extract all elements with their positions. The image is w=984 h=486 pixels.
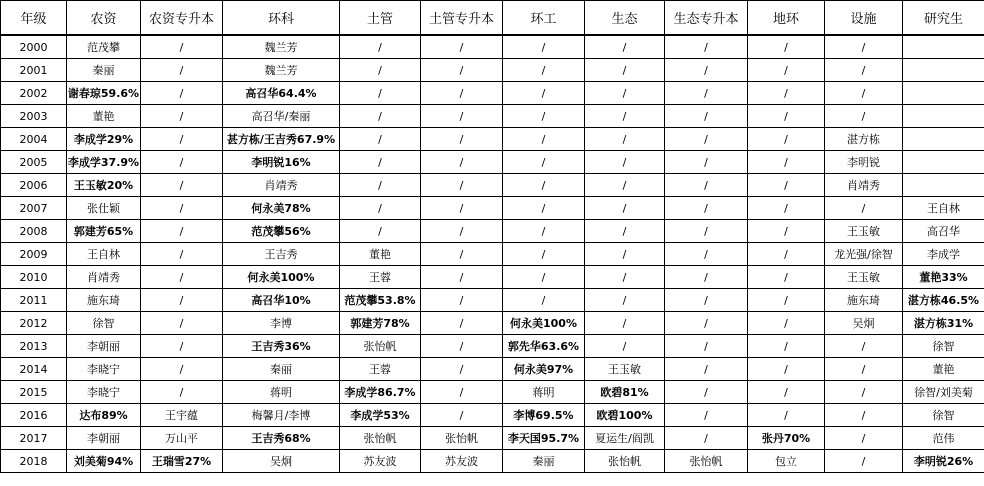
table-cell: / <box>141 128 223 151</box>
column-header: 生态 <box>585 1 665 36</box>
table-cell: / <box>421 266 503 289</box>
table-cell: / <box>665 128 748 151</box>
table-cell: / <box>503 174 585 197</box>
table-cell: / <box>421 151 503 174</box>
table-cell: / <box>421 312 503 335</box>
table-cell: / <box>665 335 748 358</box>
column-header: 土管专升本 <box>421 1 503 36</box>
table-cell: 郭建芳65% <box>67 220 141 243</box>
table-cell: / <box>503 197 585 220</box>
table-cell: 王玉敏 <box>825 220 903 243</box>
column-header: 土管 <box>340 1 421 36</box>
table-cell: / <box>748 220 825 243</box>
table-cell: 张怡帆 <box>665 450 748 473</box>
table-cell: 何永美78% <box>223 197 340 220</box>
table-cell: 张怡帆 <box>340 427 421 450</box>
table-cell: 李天国95.7% <box>503 427 585 450</box>
table-cell: / <box>340 105 421 128</box>
table-cell: 苏友波 <box>340 450 421 473</box>
table-cell: / <box>748 35 825 59</box>
table-cell: 张怡帆 <box>340 335 421 358</box>
table-cell: / <box>825 59 903 82</box>
table-cell: / <box>421 404 503 427</box>
year-cell: 2007 <box>1 197 67 220</box>
table-cell: 范伟 <box>903 427 984 450</box>
table-cell <box>903 151 984 174</box>
table-row <box>1 427 984 450</box>
table-cell: / <box>665 312 748 335</box>
table-cell: / <box>665 35 748 59</box>
table-cell: / <box>503 220 585 243</box>
table-cell: / <box>825 335 903 358</box>
table-cell: / <box>141 266 223 289</box>
year-cell: 2000 <box>1 35 67 59</box>
table-cell: 施东琦 <box>825 289 903 312</box>
table-cell: / <box>748 105 825 128</box>
table-cell: / <box>748 381 825 404</box>
table-row <box>1 35 984 59</box>
column-header: 年级 <box>1 1 67 36</box>
table-row <box>1 404 984 427</box>
table-cell: / <box>585 335 665 358</box>
table-cell: / <box>748 266 825 289</box>
year-cell: 2018 <box>1 450 67 473</box>
table-cell: 王玉敏 <box>825 266 903 289</box>
table-cell: / <box>585 151 665 174</box>
table-cell <box>903 128 984 151</box>
table-cell: 张仕颖 <box>67 197 141 220</box>
column-header: 设施 <box>825 1 903 36</box>
table-cell: 李晓宁 <box>67 358 141 381</box>
year-cell: 2006 <box>1 174 67 197</box>
table-cell: / <box>421 35 503 59</box>
table-cell: / <box>503 243 585 266</box>
table-cell: 董艳33% <box>903 266 984 289</box>
table-cell: 欧碧100% <box>585 404 665 427</box>
table-cell: / <box>421 358 503 381</box>
table-cell: 郭先华63.6% <box>503 335 585 358</box>
table-cell: 董艳 <box>340 243 421 266</box>
table-cell: / <box>421 220 503 243</box>
table-cell: 李明锐16% <box>223 151 340 174</box>
table-cell: / <box>421 197 503 220</box>
table-cell: / <box>665 59 748 82</box>
table-cell: 范茂攀 <box>67 35 141 59</box>
year-cell: 2001 <box>1 59 67 82</box>
year-cell: 2008 <box>1 220 67 243</box>
table-cell: 魏兰芳 <box>223 35 340 59</box>
table-cell: 龙光强/徐智 <box>825 243 903 266</box>
year-cell: 2014 <box>1 358 67 381</box>
table-cell: / <box>825 381 903 404</box>
table-cell: / <box>503 289 585 312</box>
table-cell: / <box>665 266 748 289</box>
table-cell: 董艳 <box>903 358 984 381</box>
table-cell: / <box>340 35 421 59</box>
table-cell: / <box>421 243 503 266</box>
table-row <box>1 289 984 312</box>
table-cell: 王吉秀36% <box>223 335 340 358</box>
table-cell: 李博 <box>223 312 340 335</box>
table-cell: / <box>421 381 503 404</box>
table-cell: / <box>585 35 665 59</box>
year-cell: 2010 <box>1 266 67 289</box>
table-cell: / <box>421 174 503 197</box>
year-cell: 2016 <box>1 404 67 427</box>
table-cell: 王蓉 <box>340 358 421 381</box>
table-cell: / <box>665 174 748 197</box>
table-cell: / <box>585 105 665 128</box>
table-cell: 施东琦 <box>67 289 141 312</box>
table-cell: 李成学86.7% <box>340 381 421 404</box>
table-row <box>1 335 984 358</box>
table-cell: / <box>748 335 825 358</box>
table-cell <box>903 105 984 128</box>
table-cell: 李成学53% <box>340 404 421 427</box>
table-cell: / <box>141 82 223 105</box>
table-cell: / <box>503 82 585 105</box>
table-cell: / <box>585 289 665 312</box>
table-cell: 王自林 <box>67 243 141 266</box>
table-cell: / <box>141 335 223 358</box>
table-cell: / <box>825 358 903 381</box>
table-cell: / <box>825 105 903 128</box>
table-cell: 张怡帆 <box>421 427 503 450</box>
table-cell: 王吉秀68% <box>223 427 340 450</box>
table-cell: / <box>421 289 503 312</box>
column-header: 研究生 <box>903 1 984 36</box>
table-cell: / <box>585 197 665 220</box>
table-cell: / <box>748 358 825 381</box>
table-cell: / <box>748 197 825 220</box>
column-header: 农资专升本 <box>141 1 223 36</box>
table-cell: 范茂攀56% <box>223 220 340 243</box>
table-cell: 高召华10% <box>223 289 340 312</box>
table-cell: / <box>141 59 223 82</box>
table-cell: 王宇蕴 <box>141 404 223 427</box>
table-cell: / <box>340 197 421 220</box>
table-cell: / <box>585 243 665 266</box>
table-cell: / <box>748 404 825 427</box>
table-cell: / <box>503 266 585 289</box>
table-cell: / <box>421 105 503 128</box>
table-cell: / <box>141 174 223 197</box>
table-row <box>1 266 984 289</box>
table-cell: / <box>665 151 748 174</box>
table-cell: 王吉秀 <box>223 243 340 266</box>
table-cell: / <box>748 82 825 105</box>
column-header: 生态专升本 <box>665 1 748 36</box>
table-cell: / <box>665 243 748 266</box>
table-cell: 秦丽 <box>223 358 340 381</box>
table-cell: / <box>585 128 665 151</box>
table-cell: / <box>748 128 825 151</box>
table-cell <box>903 82 984 105</box>
table-cell: / <box>748 174 825 197</box>
table-row <box>1 450 984 473</box>
table-cell: 王蓉 <box>340 266 421 289</box>
table-cell: / <box>503 59 585 82</box>
table-cell <box>903 174 984 197</box>
table-cell: / <box>585 220 665 243</box>
table-cell: 夏运生/阎凯 <box>585 427 665 450</box>
table-cell: 湛方栋 <box>825 128 903 151</box>
table-cell: / <box>340 128 421 151</box>
column-header: 环科 <box>223 1 340 36</box>
table-cell: / <box>825 404 903 427</box>
table-cell: / <box>141 312 223 335</box>
table-cell <box>903 35 984 59</box>
table-cell: / <box>585 266 665 289</box>
table-row <box>1 312 984 335</box>
table-cell: 何永美100% <box>503 312 585 335</box>
table-cell: 何永美100% <box>223 266 340 289</box>
table-cell: / <box>141 289 223 312</box>
header-row <box>1 1 984 36</box>
table-cell: / <box>340 82 421 105</box>
table-cell: / <box>141 197 223 220</box>
table-cell: 李博69.5% <box>503 404 585 427</box>
table-cell: 万山平 <box>141 427 223 450</box>
table-cell: 秦丽 <box>503 450 585 473</box>
table-cell: / <box>141 243 223 266</box>
table-cell: / <box>421 335 503 358</box>
table-cell: 肖靖秀 <box>825 174 903 197</box>
year-cell: 2012 <box>1 312 67 335</box>
year-cell: 2004 <box>1 128 67 151</box>
table-cell: 张丹70% <box>748 427 825 450</box>
table-cell: 董艳 <box>67 105 141 128</box>
table-cell: / <box>825 450 903 473</box>
year-cell: 2003 <box>1 105 67 128</box>
table-cell: / <box>665 82 748 105</box>
table-cell: / <box>665 381 748 404</box>
table-cell: 王玉敏 <box>585 358 665 381</box>
table-cell: 徐智 <box>903 404 984 427</box>
table-cell: 李晓宁 <box>67 381 141 404</box>
table-cell: 李成学 <box>903 243 984 266</box>
table-cell: / <box>141 105 223 128</box>
table-cell: / <box>665 289 748 312</box>
table-cell: 谢春琼59.6% <box>67 82 141 105</box>
table-row <box>1 220 984 243</box>
table-cell: / <box>503 151 585 174</box>
table-cell: 欧碧81% <box>585 381 665 404</box>
table-cell: 蒋明 <box>503 381 585 404</box>
table-cell: / <box>421 128 503 151</box>
table-row <box>1 128 984 151</box>
table-cell: 张怡帆 <box>585 450 665 473</box>
table-cell: 李明锐 <box>825 151 903 174</box>
table-cell: / <box>585 59 665 82</box>
table-cell: / <box>665 404 748 427</box>
table-cell: 刘美菊94% <box>67 450 141 473</box>
table-cell: 秦丽 <box>67 59 141 82</box>
table-cell: / <box>665 358 748 381</box>
table-cell: 甚方栋/王吉秀67.9% <box>223 128 340 151</box>
year-cell: 2015 <box>1 381 67 404</box>
table-cell: / <box>421 82 503 105</box>
table-cell: 吴炯 <box>825 312 903 335</box>
table-row <box>1 358 984 381</box>
table-cell: 高召华 <box>903 220 984 243</box>
table-cell: 王瑞雪27% <box>141 450 223 473</box>
table-cell: 郭建芳78% <box>340 312 421 335</box>
table-cell: / <box>141 358 223 381</box>
table-cell: / <box>748 289 825 312</box>
table-cell: / <box>585 174 665 197</box>
table-cell: / <box>340 59 421 82</box>
table-cell: 包立 <box>748 450 825 473</box>
year-cell: 2002 <box>1 82 67 105</box>
table-cell: / <box>141 381 223 404</box>
table-cell: 蒋明 <box>223 381 340 404</box>
table-cell: / <box>665 427 748 450</box>
table-cell: 高召华/秦丽 <box>223 105 340 128</box>
table-cell: / <box>585 312 665 335</box>
table-cell: / <box>503 35 585 59</box>
year-cell: 2013 <box>1 335 67 358</box>
table-cell: / <box>665 197 748 220</box>
table-row <box>1 59 984 82</box>
table-cell: / <box>825 35 903 59</box>
table-cell: 肖靖秀 <box>67 266 141 289</box>
table-cell: / <box>665 220 748 243</box>
table-row <box>1 174 984 197</box>
table-cell: / <box>665 105 748 128</box>
table-cell: 李成学29% <box>67 128 141 151</box>
table-cell: 肖靖秀 <box>223 174 340 197</box>
table-cell: 吴炯 <box>223 450 340 473</box>
table-cell: 达布89% <box>67 404 141 427</box>
year-cell: 2011 <box>1 289 67 312</box>
table-cell: 王自林 <box>903 197 984 220</box>
table-row <box>1 151 984 174</box>
table-cell: 徐智 <box>903 335 984 358</box>
table-cell: / <box>748 243 825 266</box>
table-cell: 高召华64.4% <box>223 82 340 105</box>
table-cell: 梅馨月/李博 <box>223 404 340 427</box>
table-cell: 李成学37.9% <box>67 151 141 174</box>
table-cell: 魏兰芳 <box>223 59 340 82</box>
table-cell: 苏友波 <box>421 450 503 473</box>
table-cell: / <box>141 35 223 59</box>
table-cell: / <box>141 151 223 174</box>
table-cell: / <box>825 82 903 105</box>
table-cell: 湛方栋31% <box>903 312 984 335</box>
table-cell: 李朝丽 <box>67 427 141 450</box>
table-row <box>1 197 984 220</box>
table-cell: / <box>825 427 903 450</box>
table-cell: 湛方栋46.5% <box>903 289 984 312</box>
year-cell: 2017 <box>1 427 67 450</box>
table-cell: / <box>340 174 421 197</box>
table-cell: 王玉敏20% <box>67 174 141 197</box>
table-cell: / <box>340 220 421 243</box>
table-cell: / <box>748 312 825 335</box>
column-header: 环工 <box>503 1 585 36</box>
table-cell: 李朝丽 <box>67 335 141 358</box>
table-cell: 李明锐26% <box>903 450 984 473</box>
table-cell: 何永美97% <box>503 358 585 381</box>
column-header: 地环 <box>748 1 825 36</box>
table-cell <box>903 59 984 82</box>
table-cell: 徐智 <box>67 312 141 335</box>
table-cell: / <box>503 105 585 128</box>
table-cell: / <box>421 59 503 82</box>
table-cell: / <box>141 220 223 243</box>
table-cell: 范茂攀53.8% <box>340 289 421 312</box>
table-row <box>1 82 984 105</box>
table-row <box>1 243 984 266</box>
table-header <box>1 1 984 36</box>
year-cell: 2005 <box>1 151 67 174</box>
table-cell: / <box>825 197 903 220</box>
column-header: 农资 <box>67 1 141 36</box>
table-row <box>1 381 984 404</box>
table-cell: 徐智/刘美菊 <box>903 381 984 404</box>
table-cell: / <box>340 151 421 174</box>
table-cell: / <box>748 59 825 82</box>
table-cell: / <box>748 151 825 174</box>
year-cell: 2009 <box>1 243 67 266</box>
table-row <box>1 105 984 128</box>
table-cell: / <box>503 128 585 151</box>
table-cell: / <box>585 82 665 105</box>
table-body <box>1 35 984 473</box>
